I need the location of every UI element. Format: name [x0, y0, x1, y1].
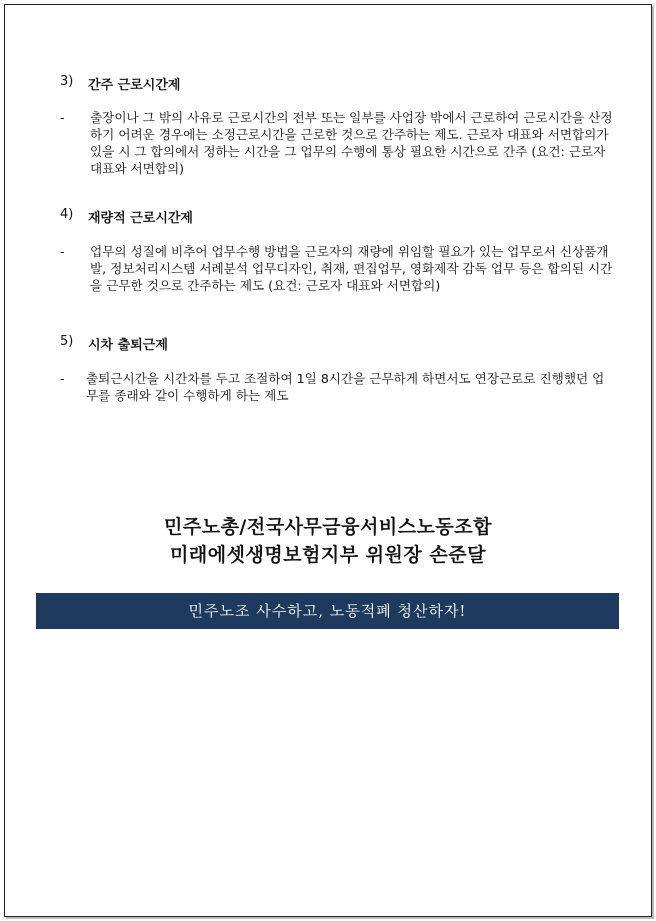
section-4-paragraph	[60, 243, 616, 294]
union-name: 민주노총/전국사무금융서비스노동조합	[164, 516, 492, 538]
section-title: 재량적 근로시간제	[88, 211, 193, 226]
section-title: 간주 근로시간제	[88, 78, 181, 93]
section-number: 5)	[60, 334, 74, 349]
paragraph-text: 출장이나 그 밖의 사유로 근로시간의 전부 또는 일부를 사업장 밖에서 근로하여 근로시간을 산정하기 어려운 경우에는 소정근로시간을 근로한 것으로 간주하는 제도. 근로자 대표와 서면합의가 있을 시 그 합의에서 정하는 시간을 그 업무의 수행에 통상 필요한 시간으로 간주 (요건: 근로자 대표와 서면합의)	[90, 110, 613, 176]
section-3-paragraph	[60, 109, 616, 177]
slogan-text: 민주노조 사수하고, 노동적폐 청산하자!	[188, 602, 467, 620]
section-number: 4)	[60, 207, 74, 222]
section-title: 시차 출퇴근제	[88, 338, 168, 353]
section-number: 3)	[60, 74, 74, 89]
paragraph-text: 출퇴근시간을 시간차를 두고 조절하여 1일 8시간을 근무하게 하면서도 연장근로로 진행했던 업무를 종래와 같이 수행하게 하는 제도	[86, 371, 605, 403]
section-5-heading	[60, 334, 168, 353]
paragraph-text: 업무의 성질에 비추어 업무수행 방법을 근로자의 재량에 위임할 필요가 있는 업무로서 신상품개발, 정보처리시스템 서례분석 업무디자인, 취재, 편집업무, 영화제작 감독 업무 등은 합의된 시간을 근무한 것으로 간주하는 제도 (요건: 근로자 대표와 서면합의)	[90, 244, 613, 293]
section-5-paragraph	[60, 370, 612, 404]
bullet-dash: -	[60, 110, 65, 125]
bullet-dash: -	[60, 244, 65, 259]
slogan-banner	[36, 593, 619, 629]
bullet-dash: -	[60, 371, 65, 386]
section-3-heading	[60, 74, 180, 93]
section-4-heading	[60, 207, 193, 226]
chairman-line: 미래에셋생명보험지부 위원장 손준달	[170, 544, 486, 566]
